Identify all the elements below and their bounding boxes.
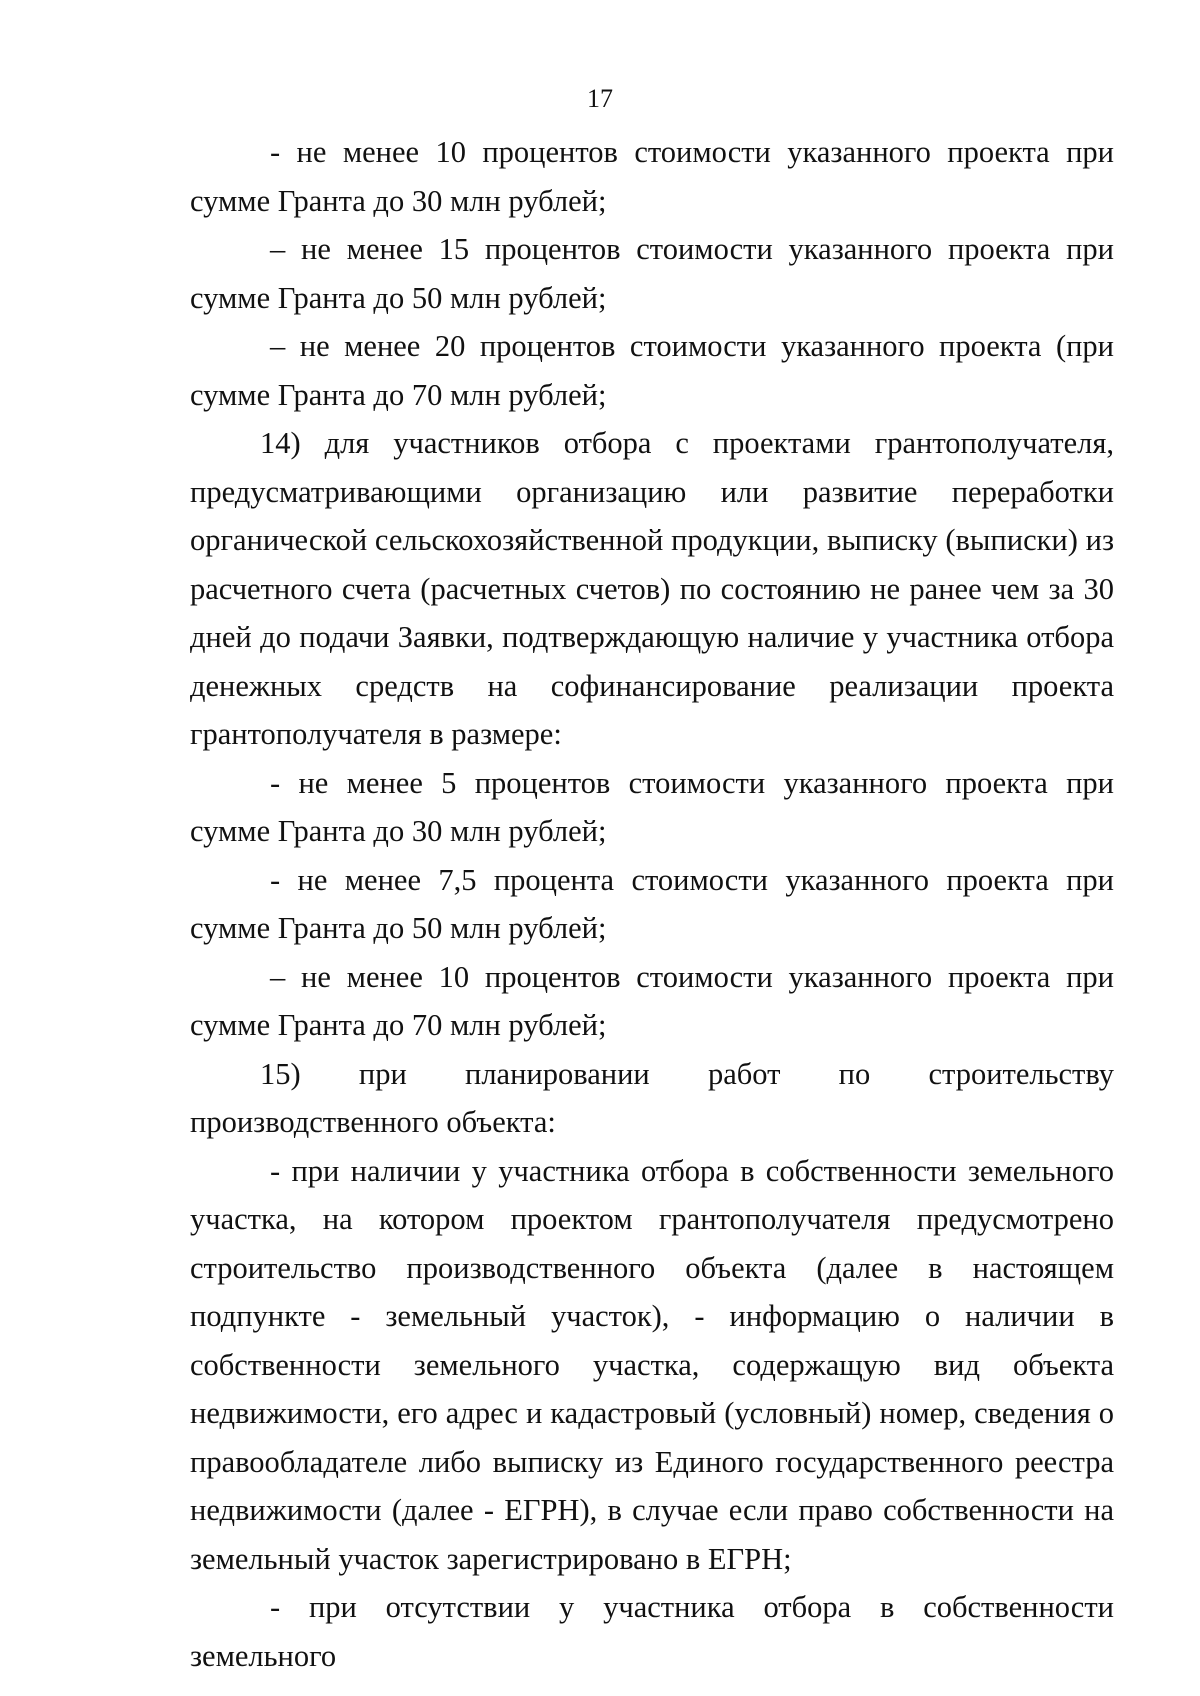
paragraph-land-not-owned: - при отсутствии у участника отбора в собственности земельного (190, 1590, 1114, 1673)
paragraph-grant-30-share-5: - не менее 5 процентов стоимости указанного проекта при сумме Гранта до 30 млн рублей; (190, 765, 1114, 848)
paragraph-grant-50-share-7-5: - не менее 7,5 процента стоимости указанного проекта при сумме Гранта до 50 млн рублей; (190, 862, 1114, 945)
paragraph-item-15: 15) при планировании работ по строительству производственного объекта: (190, 1056, 1114, 1139)
page-number: 17 (587, 84, 613, 113)
paragraph-grant-70-share-20: – не менее 20 процентов стоимости указанного проекта (при сумме Гранта до 70 млн рублей; (190, 329, 1114, 412)
paragraph-grant-70-share-10: – не менее 10 процентов стоимости указанного проекта при сумме Гранта до 70 млн рублей; (190, 959, 1114, 1042)
document-body (190, 128, 1114, 1680)
paragraph-grant-50-share-15: – не менее 15 процентов стоимости указанного проекта при сумме Гранта до 50 млн рублей; (190, 232, 1114, 315)
paragraph-item-14: 14) для участников отбора с проектами грантополучателя, предусматривающими организацию или развитие переработки органической сельскохозяйственной продукции, выписку (выписки) из расчетного счета (расчетных счетов) по состоянию не ранее чем за 30 дней до подачи Заявки, подтверждающую наличие у участника отбора денежных средств на софинансирование реализации проекта грантополучателя в размере: (190, 426, 1114, 751)
paragraph-grant-30-share-10: - не менее 10 процентов стоимости указанного проекта при сумме Гранта до 30 млн рублей; (190, 135, 1114, 218)
paragraph-land-owned: - при наличии у участника отбора в собственности земельного участка, на котором проектом грантополучателя предусмотрено строительство производственного объекта (далее в настоящем подпункте - земельный участок), - информацию о наличии в собственности земельного участка, содержащую вид объекта недвижимости, его адрес и кадастровый (условный) номер, сведения о правообладателе либо выписку из Единого государственного реестра недвижимости (далее - ЕГРН), в случае если право собственности на земельный участок зарегистрировано в ЕГРН; (190, 1153, 1114, 1576)
